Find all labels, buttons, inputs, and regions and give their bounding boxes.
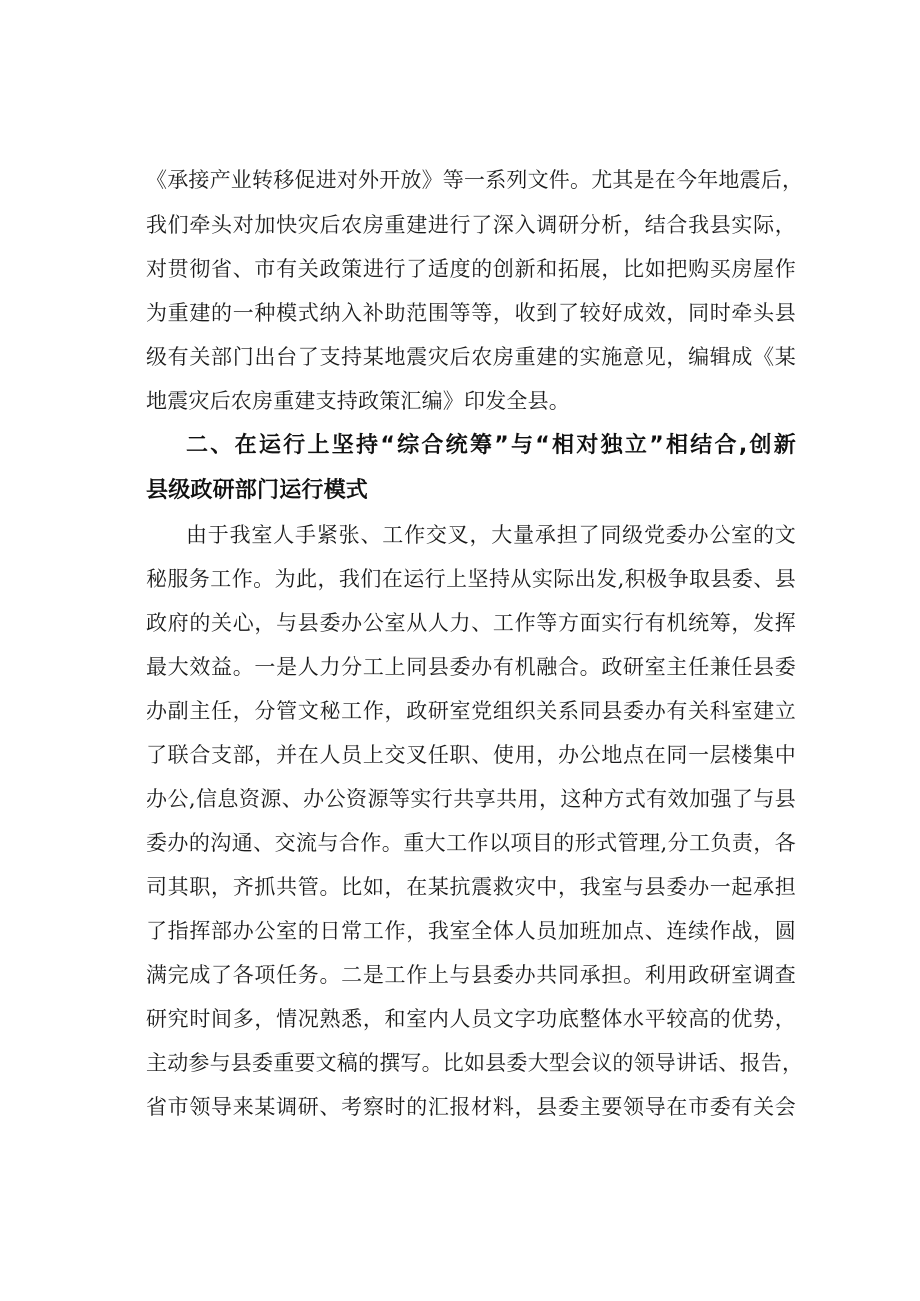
text-line: 对贯彻省、市有关政策进行了适度的创新和拓展，比如把购买房屋作 [146, 257, 796, 281]
text-line: 《承接产业转移促进对外开放》等一系列文件。尤其是在今年地震后， [146, 168, 804, 192]
text-line: 由于我室人手紧张、工作交叉，大量承担了同级党委办公室的文 [186, 523, 796, 547]
text-line: 研究时间多，情况熟悉，和室内人员文字功底整体水平较高的优势， [146, 1007, 796, 1031]
text-line: 级有关部门出台了支持某地震灾后农房重建的实施意见，编辑成《某 [146, 345, 796, 369]
text-line: 省市领导来某调研、考察时的汇报材料，县委主要领导在市委有关会 [146, 1095, 796, 1119]
text-line: 地震灾后农房重建支持政策汇编》印发全县。 [146, 389, 570, 413]
text-line: 了联合支部，并在人员上交叉任职、使用，办公地点在同一层楼集中 [146, 743, 796, 767]
text-line: 办公,信息资源、办公资源等实行共享共用，这种方式有效加强了与县 [146, 787, 796, 811]
text-line: 满完成了各项任务。二是工作上与县委办共同承担。利用政研室调查 [146, 963, 796, 987]
text-line: 了指挥部办公室的日常工作，我室全体人员加班加点、连续作战，圆 [146, 919, 796, 943]
text-line: 政府的关心，与县委办公室从人力、工作等方面实行有机统筹，发挥 [146, 611, 796, 635]
text-line: 最大效益。一是人力分工上同县委办有机融合。政研室主任兼任县委 [146, 655, 796, 679]
heading-line: 县级政研部门运行模式 [146, 478, 369, 503]
heading-line: 二、在运行上坚持“综合统筹”与“相对独立”相结合,创新 [186, 433, 796, 458]
text-line: 秘服务工作。为此，我们在运行上坚持从实际出发,积极争取县委、县 [146, 567, 796, 591]
text-line: 主动参与县委重要文稿的撰写。比如县委大型会议的领导讲话、报告， [146, 1051, 804, 1075]
text-line: 委办的沟通、交流与合作。重大工作以项目的形式管理,分工负责，各 [146, 831, 796, 855]
text-line: 我们牵头对加快灾后农房重建进行了深入调研分析，结合我县实际， [146, 213, 796, 237]
text-line: 为重建的一种模式纳入补助范围等等，收到了较好成效，同时牵头县 [146, 301, 796, 325]
text-line: 司其职，齐抓共管。比如，在某抗震救灾中，我室与县委办一起承担 [146, 875, 796, 899]
text-line: 办副主任，分管文秘工作，政研室党组织关系同县委办有关科室建立 [146, 699, 796, 723]
